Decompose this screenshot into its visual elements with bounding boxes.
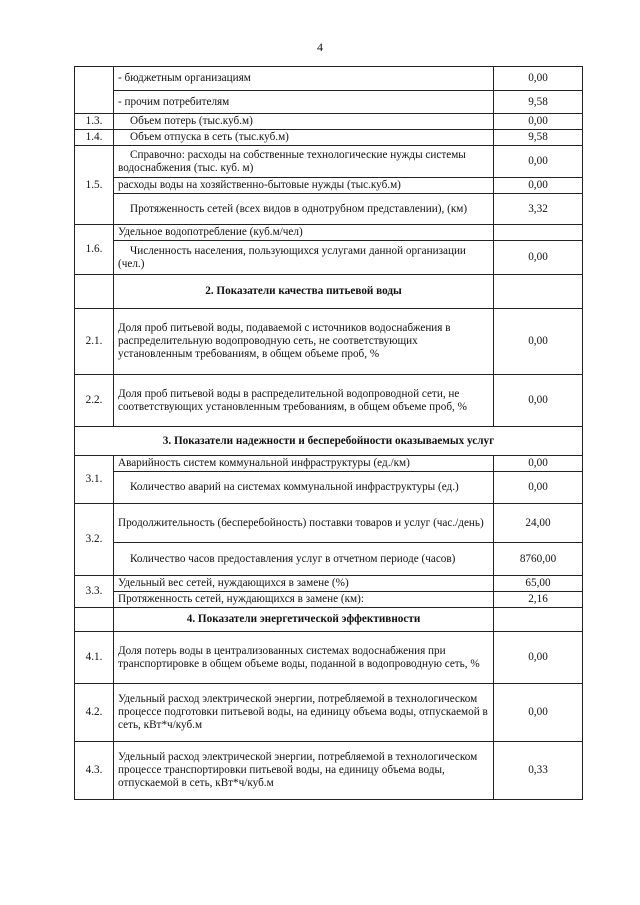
row-number: 4.2.	[75, 684, 114, 742]
row-value: 9,58	[494, 130, 583, 146]
row-number: 4.3.	[75, 742, 114, 800]
row-value: 9,58	[494, 91, 583, 114]
row-label: Объем отпуска в сеть (тыс.куб.м)	[114, 130, 494, 146]
table-row	[75, 91, 583, 114]
table-row	[75, 225, 583, 241]
table-row	[75, 456, 583, 472]
row-number: 2.2.	[75, 375, 114, 427]
section-row	[75, 275, 583, 309]
section-row	[75, 427, 583, 456]
row-number: 4.1.	[75, 632, 114, 684]
table-row	[75, 241, 583, 275]
table-row	[75, 178, 583, 194]
row-number: 1.6.	[75, 225, 114, 275]
row-number	[75, 67, 114, 114]
row-label: Протяженность сетей (всех видов в однотрубном представлении), (км)	[114, 194, 494, 225]
row-value: 3,32	[494, 194, 583, 225]
row-number: 3.2.	[75, 504, 114, 576]
row-number: 3.1.	[75, 456, 114, 504]
row-number	[75, 608, 114, 632]
section-heading: 4. Показатели энергетической эффективности	[114, 608, 494, 632]
table-row	[75, 742, 583, 800]
row-label: Удельный расход электрической энергии, потребляемой в технологическом процессе транспортировки питьевой воды, на единицу объема воды, отпускаемой в сеть, кВт*ч/куб.м	[114, 742, 494, 800]
row-value: 0,00	[494, 309, 583, 375]
row-label: - прочим потребителям	[114, 91, 494, 114]
row-label: Удельный расход электрической энергии, потребляемой в технологическом процессе подготовки питьевой воды, на единицу объема воды, отпускаемой в сеть, кВт*ч/куб.м	[114, 684, 494, 742]
row-label: Количество аварий на системах коммунальной инфраструктуры (ед.)	[114, 472, 494, 504]
indicators-table	[74, 66, 583, 800]
row-value: 0,00	[494, 241, 583, 275]
row-label: Удельное водопотребление (куб.м/чел)	[114, 225, 494, 241]
table-row	[75, 684, 583, 742]
table-row	[75, 592, 583, 608]
table-row	[75, 543, 583, 576]
row-value: 0,00	[494, 472, 583, 504]
row-value: 0,00	[494, 146, 583, 178]
row-label: Протяженность сетей, нуждающихся в замене (км):	[114, 592, 494, 608]
row-value: 0,00	[494, 375, 583, 427]
row-value: 8760,00	[494, 543, 583, 576]
row-label: Доля потерь воды в централизованных системах водоснабжения при транспортировке в общем объеме воды, поданной в водопроводную сеть, %	[114, 632, 494, 684]
row-label: расходы воды на хозяйственно-бытовые нужды (тыс.куб.м)	[114, 178, 494, 194]
section-heading: 3. Показатели надежности и бесперебойности оказываемых услуг	[75, 427, 583, 456]
row-label: Количество часов предоставления услуг в отчетном периоде (часов)	[114, 543, 494, 576]
table-row	[75, 632, 583, 684]
table-row	[75, 375, 583, 427]
section-heading: 2. Показатели качества питьевой воды	[114, 275, 494, 309]
row-value: 0,00	[494, 684, 583, 742]
row-value: 65,00	[494, 576, 583, 592]
row-value: 0,00	[494, 456, 583, 472]
row-number: 1.5.	[75, 146, 114, 225]
row-label: - бюджетным организациям	[114, 67, 494, 91]
row-number: 3.3.	[75, 576, 114, 608]
row-label: Продолжительность (бесперебойность) поставки товаров и услуг (час./день)	[114, 504, 494, 543]
row-label: Доля проб питьевой воды в распределительной водопроводной сети, не соответствующих установленным требованиям, в общем объеме проб, %	[114, 375, 494, 427]
row-value: 0,00	[494, 114, 583, 130]
row-label: Аварийность систем коммунальной инфраструктуры (ед./км)	[114, 456, 494, 472]
row-value: 2,16	[494, 592, 583, 608]
table-row	[75, 114, 583, 130]
table-row	[75, 67, 583, 91]
table-row	[75, 146, 583, 178]
table-row	[75, 576, 583, 592]
row-value: 0,33	[494, 742, 583, 800]
row-label: Объем потерь (тыс.куб.м)	[114, 114, 494, 130]
row-number	[75, 275, 114, 309]
row-label: Численность населения, пользующихся услугами данной организации (чел.)	[114, 241, 494, 275]
page-number: 4	[317, 40, 323, 54]
row-number: 2.1.	[75, 309, 114, 375]
row-value: 0,00	[494, 67, 583, 91]
row-value	[494, 608, 583, 632]
row-value: 0,00	[494, 178, 583, 194]
table-row	[75, 309, 583, 375]
row-number: 1.4.	[75, 130, 114, 146]
row-label: Доля проб питьевой воды, подаваемой с источников водоснабжения в распределительную водопроводную сеть, не соответствующих установленным требованиям, в общем объеме проб, %	[114, 309, 494, 375]
table-row	[75, 472, 583, 504]
table-row	[75, 504, 583, 543]
row-value	[494, 275, 583, 309]
table-row	[75, 194, 583, 225]
section-row	[75, 608, 583, 632]
row-number: 1.3.	[75, 114, 114, 130]
row-value	[494, 225, 583, 241]
row-label: Справочно: расходы на собственные технологические нужды системы водоснабжения (тыс. куб. м)	[114, 146, 494, 178]
table-row	[75, 130, 583, 146]
row-value: 24,00	[494, 504, 583, 543]
row-value: 0,00	[494, 632, 583, 684]
row-label: Удельный вес сетей, нуждающихся в замене (%)	[114, 576, 494, 592]
